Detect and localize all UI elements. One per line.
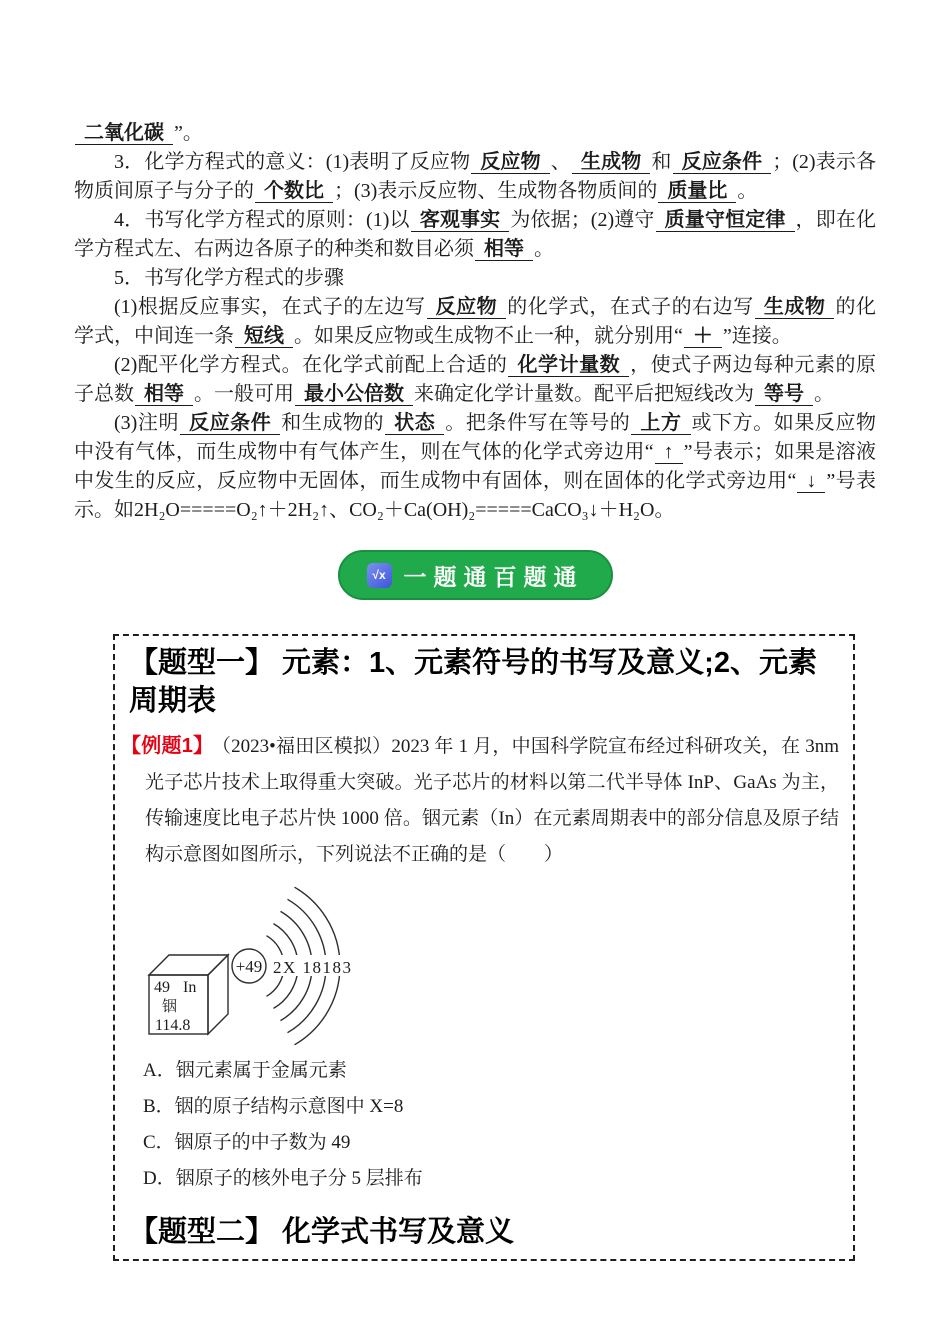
text-run: ”号表示；如果是溶液中发生的反应，反应物中无固体，而生成物中有固体，则在固体的化学式旁边用“: [74, 441, 876, 492]
notes-paragraph: [74, 293, 876, 351]
section-title-type1: 【题型一】 元素：1、元素符号的书写及意义;2、元素周期表: [129, 647, 817, 717]
text-run: ”。: [174, 122, 203, 144]
options-list: [121, 1053, 839, 1197]
element-cell-cube: [149, 955, 228, 1034]
fill-in-blank: 生成物: [755, 296, 835, 319]
text-run: 。: [737, 180, 758, 202]
notes-paragraph: [74, 206, 876, 264]
fill-in-blank: 化学计量数: [508, 354, 629, 377]
fill-in-blank: 上方: [631, 412, 690, 435]
formula-icon: √x: [367, 563, 392, 588]
notes-paragraph: [74, 148, 876, 206]
text-run: 5．书写化学方程式的步骤: [114, 267, 344, 289]
badge-label: 一题通百题通: [403, 563, 584, 590]
text-run: 或下方。如果反应物中没有气体，而生成物中有气体产生，则在气体的化学式旁边用“: [74, 412, 877, 463]
fill-in-blank: 质量守恒定律: [656, 209, 795, 232]
indium-atom-diagram: [133, 885, 483, 1047]
fill-in-blank: 反应条件: [673, 151, 772, 174]
fill-in-blank: ↓: [797, 470, 825, 493]
example-text: （2023•福田区模拟）2023 年 1 月，中国科学院宣布经过科研攻关，在 3nm 光子芯片技术上取得重大突破。光子芯片的材料以第二代半导体 InP、GaAs 为主，传输速度比电子芯片快 1000 倍。铟元素（In）在元素周期表中的部分信息及原子结构示意图如图所示，下列说法不正确的是（ ）: [145, 736, 840, 865]
badge-row: [0, 550, 950, 600]
text-run: 为依据；(2)遵守: [510, 209, 655, 231]
question-box: [113, 634, 855, 1261]
fill-in-blank: 反应物: [471, 151, 550, 174]
text-run: 和: [651, 151, 672, 173]
fill-in-blank: 状态: [385, 412, 444, 435]
fill-in-blank: 相等: [135, 383, 193, 406]
yitontong-badge: [338, 550, 613, 600]
fill-in-blank: 个数比: [255, 180, 333, 203]
text-run: 来确定化学计量数。配平后把短线改为: [414, 383, 754, 405]
notes-paragraph: [74, 264, 876, 293]
fill-in-blank: ↑: [655, 441, 683, 464]
text-run: 4．书写化学方程式的原则：(1)以: [114, 209, 410, 231]
text-run: 。如果反应物或生成物不止一种，就分别用“: [294, 325, 683, 347]
fill-in-blank: 二氧化碳: [75, 122, 173, 145]
text-run: (2)配平化学方程式。在化学式前配上合适的: [114, 354, 508, 376]
text-run: 和生成物的: [281, 412, 385, 434]
fill-in-blank: 反应物: [427, 296, 507, 319]
text-run: ；(2)表示各物质间原子与分子的: [74, 151, 877, 202]
text-run: 。一般可用: [194, 383, 294, 405]
text-run: 。把条件写在等号的: [445, 412, 631, 434]
example-label: 【例题1】: [121, 735, 214, 757]
option-d: D．铟原子的核外电子分 5 层排布: [143, 1168, 423, 1189]
text-run: 、: [550, 151, 571, 173]
text-run: ”连接。: [722, 325, 792, 347]
fill-in-blank: ＋: [684, 325, 722, 348]
element-name-label: 铟: [162, 999, 178, 1015]
atomic-number-label: 49: [154, 979, 170, 996]
notes-paragraph: [74, 409, 876, 525]
fill-in-blank: 最小公倍数: [295, 383, 413, 406]
text-run: (1)根据反应事实，在式子的左边写: [114, 296, 426, 318]
notes-paragraph: [74, 351, 876, 409]
text-run: ”号表示。如2H₂O=====O₂↑＋2H₂↑、CO₂＋Ca(OH)₂=====CaCO₃↓＋H₂O。: [74, 470, 876, 521]
notes-paragraph: [74, 119, 876, 148]
notes-section: [74, 0, 876, 525]
text-run: 的化学式，中间连一条: [74, 296, 877, 347]
option-b: B．铟的原子结构示意图中 X=8: [143, 1096, 404, 1117]
fill-in-blank: 相等: [475, 238, 533, 261]
fill-in-blank: 客观事实: [411, 209, 510, 232]
text-run: (3)注明: [114, 412, 180, 434]
option-c: C．铟原子的中子数为 49: [143, 1132, 351, 1153]
fill-in-blank: 反应条件: [180, 412, 280, 435]
fill-in-blank: 生成物: [572, 151, 651, 174]
section-title-type2: 【题型二】 化学式书写及意义: [129, 1216, 515, 1248]
text-run: ，即在化学方程式左、右两边各原子的种类和数目必须: [74, 209, 877, 260]
text-run: 。: [814, 383, 834, 405]
option-a: A．铟元素属于金属元素: [143, 1060, 347, 1081]
fill-in-blank: 等号: [755, 383, 813, 406]
atomic-mass-label: 114.8: [155, 1017, 191, 1034]
text-run: ；(3)表示反应物、生成物各物质间的: [334, 180, 658, 202]
fill-in-blank: 质量比: [658, 180, 736, 203]
text-run: ，使式子两边每种元素的原子总数: [74, 354, 877, 405]
text-run: 3．化学方程式的意义：(1)表明了反应物: [114, 151, 471, 173]
text-run: 的化学式，在式子的右边写: [507, 296, 754, 318]
shell-electron-counts-label: 2X 18183: [273, 958, 353, 977]
element-symbol-label: In: [183, 979, 197, 996]
fill-in-blank: 短线: [235, 325, 293, 348]
nucleus-charge-label: +49: [235, 957, 263, 976]
text-run: 。: [534, 238, 554, 260]
example-1-paragraph: [121, 728, 839, 873]
